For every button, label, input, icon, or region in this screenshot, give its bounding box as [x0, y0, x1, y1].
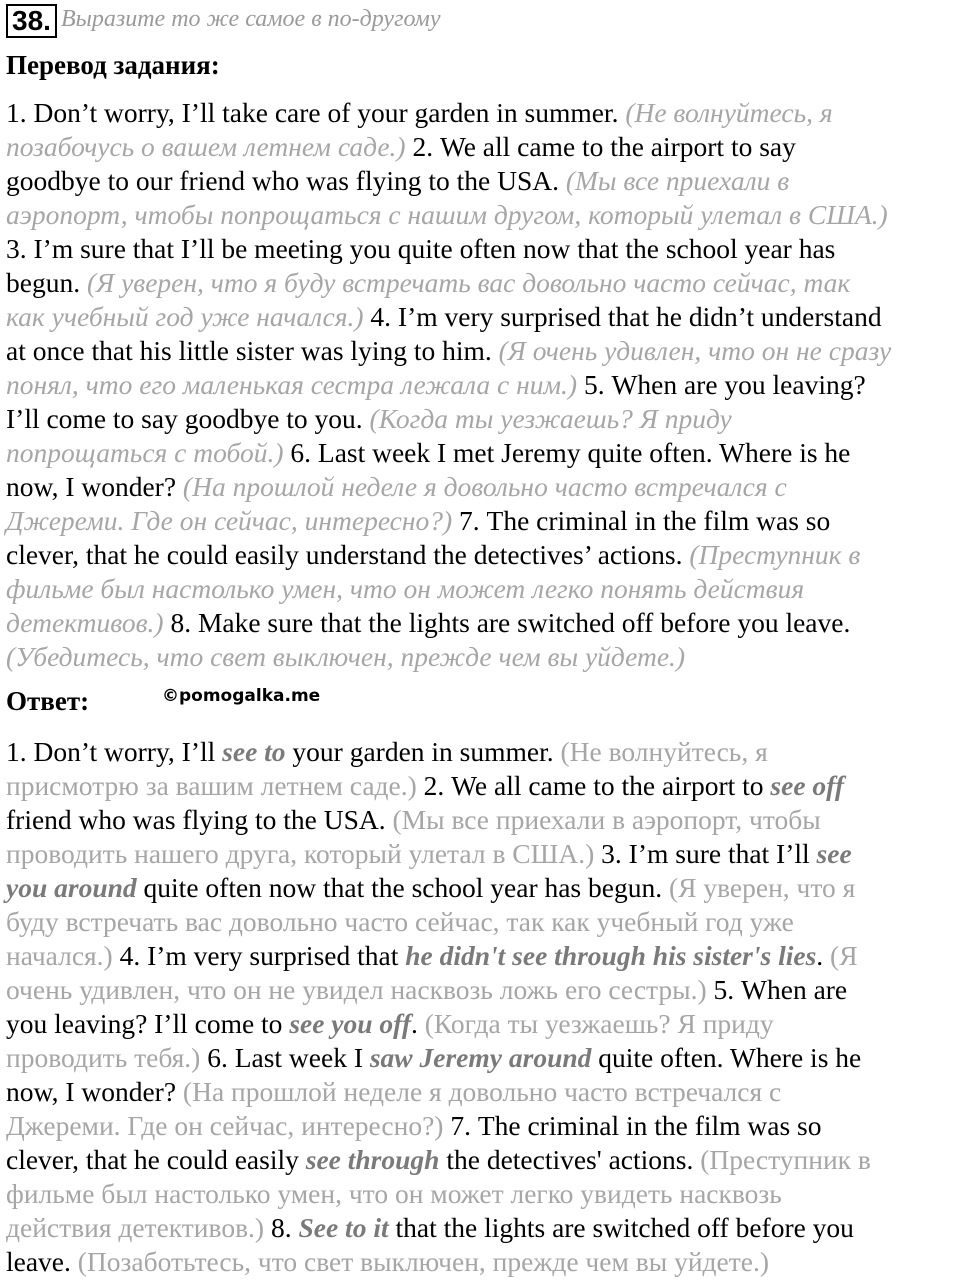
russian-text: (Когда ты уезжаешь? Я приду	[369, 403, 732, 434]
text-line	[6, 572, 960, 606]
russian-text: (Я уверен, что я буду встречать вас довольно часто сейчас, так	[86, 267, 851, 298]
text-line	[6, 871, 960, 905]
text-line	[6, 1211, 960, 1245]
russian-text: Джереми. Где он сейчас, интересно?)	[6, 1110, 444, 1141]
english-text: begun.	[6, 267, 87, 298]
english-text: 6. Last week I met Jeremy quite often. Where is he	[283, 437, 851, 468]
russian-text: буду встречать вас довольно часто сейчас, так как учебный год уже	[6, 906, 794, 937]
russian-text: проводить тебя.)	[6, 1042, 201, 1073]
text-line	[6, 232, 960, 266]
translation-paragraph	[6, 96, 960, 674]
russian-text: фильме был настолько умен, что он может легко понять действия	[6, 573, 805, 604]
task-number: 38.	[6, 4, 57, 38]
russian-text: понял, что его маленькая сестра лежала с ним.)	[6, 369, 578, 400]
russian-text: детективов.)	[6, 607, 164, 638]
text-line	[6, 640, 960, 674]
text-line	[6, 837, 960, 871]
russian-text: позабочусь о вашем летнем саде.)	[6, 131, 406, 162]
answer-phrase: saw Jeremy around	[369, 1042, 592, 1073]
english-text: 1. Don’t worry, I’ll	[6, 736, 223, 767]
english-text: you leaving? I’ll come to	[6, 1008, 290, 1039]
russian-text: (На прошлой неделе я довольно часто встречался с	[182, 471, 787, 502]
russian-text: фильме был настолько умен, что он может легко увидеть насквозь	[6, 1178, 782, 1209]
english-text: .	[411, 1008, 425, 1039]
russian-text: действия детективов.)	[6, 1212, 265, 1243]
english-text: clever, that he could easily understand the detectives’ actions.	[6, 539, 690, 570]
answer-phrase: See to it	[298, 1212, 389, 1243]
english-text: at once that his little sister was lying to him.	[6, 335, 499, 366]
english-text: goodbye to our friend who was flying to the USA.	[6, 165, 566, 196]
text-line	[6, 973, 960, 1007]
english-text: I’ll come to say goodbye to you.	[6, 403, 370, 434]
english-text: quite often now that the school year has begun.	[136, 872, 669, 903]
russian-text: очень удивлен, что он не увидел насквозь ложь его сестры.)	[6, 974, 707, 1005]
text-line	[6, 1245, 960, 1279]
english-text: 5. When are	[706, 974, 848, 1005]
answer-heading: Ответ:	[6, 686, 90, 716]
russian-text: (Преступник в	[700, 1144, 871, 1175]
english-text: .	[816, 940, 831, 971]
text-line	[6, 96, 960, 130]
english-text: 7. The criminal in the film was so	[452, 505, 831, 536]
answer-phrase: see you off	[289, 1008, 411, 1039]
russian-text: (Не волнуйтесь, я	[625, 97, 833, 128]
english-text: 3. I’m sure that I’ll	[594, 838, 817, 869]
english-text: 1. Don’t worry, I’ll take care of your garden in summer.	[6, 97, 626, 128]
english-text: quite often. Where is he	[591, 1042, 862, 1073]
english-text: 5. When are you leaving?	[577, 369, 866, 400]
text-line	[6, 939, 960, 973]
english-text: that the lights are switched off before you	[388, 1212, 854, 1243]
translation-heading: Перевод задания:	[6, 50, 220, 80]
english-text: 4. I’m very surprised that he didn’t understand	[363, 301, 882, 332]
russian-text: (Я	[830, 940, 858, 971]
english-text: now, I wonder?	[6, 1076, 183, 1107]
english-text: 2. We all came to the airport to	[416, 770, 771, 801]
russian-text: аэропорт, чтобы попрощаться с нашим другом, который улетал в США.)	[6, 199, 888, 230]
text-line	[6, 1007, 960, 1041]
text-line	[6, 130, 960, 164]
text-line	[6, 769, 960, 803]
answer-phrase: you around	[6, 872, 137, 903]
answer-phrase: see through	[305, 1144, 440, 1175]
text-line	[6, 368, 960, 402]
english-text: 4. I’m very surprised that	[112, 940, 406, 971]
watermark: ©pomogalka.me	[162, 686, 321, 706]
text-line	[6, 803, 960, 837]
russian-text: (Я очень удивлен, что он не сразу	[498, 335, 892, 366]
english-text: now, I wonder?	[6, 471, 183, 502]
english-text: 3. I’m sure that I’ll be meeting you quite often now that the school year has	[6, 233, 836, 264]
english-text: 6. Last week I	[200, 1042, 370, 1073]
text-line	[6, 1177, 960, 1211]
russian-text: (Мы все приехали в аэропорт, чтобы	[392, 804, 821, 835]
russian-text: как учебный год уже начался.)	[6, 301, 364, 332]
text-line	[6, 198, 960, 232]
russian-text: (Не волнуйтесь, я	[560, 736, 768, 767]
text-line	[6, 1041, 960, 1075]
english-text: 8.	[264, 1212, 299, 1243]
english-text: clever, that he could easily	[6, 1144, 306, 1175]
english-text: 2. We all came to the airport to say	[405, 131, 796, 162]
russian-text: Джереми. Где он сейчас, интересно?)	[6, 505, 453, 536]
russian-text: (Я уверен, что я	[668, 872, 856, 903]
text-line	[6, 470, 960, 504]
answer-paragraph	[6, 735, 960, 1279]
text-line	[6, 436, 960, 470]
english-text: your garden in summer.	[285, 736, 561, 767]
russian-text: (Позаботьтесь, что свет выключен, прежде чем вы уйдете.)	[77, 1246, 769, 1277]
answer-phrase: see	[816, 838, 852, 869]
text-line	[6, 1143, 960, 1177]
text-line	[6, 1075, 960, 1109]
russian-text: начался.)	[6, 940, 113, 971]
russian-text: (Преступник в	[689, 539, 861, 570]
english-text: leave.	[6, 1246, 78, 1277]
text-line	[6, 334, 960, 368]
english-text: 8. Make sure that the lights are switched off before you leave.	[163, 607, 851, 638]
english-text: the detectives' actions.	[439, 1144, 701, 1175]
russian-text: (Когда ты уезжаешь? Я приду	[424, 1008, 774, 1039]
text-line	[6, 300, 960, 334]
text-line	[6, 905, 960, 939]
text-line	[6, 538, 960, 572]
text-line	[6, 164, 960, 198]
answer-phrase: he didn't see through his sister's lies	[405, 940, 817, 971]
text-line	[6, 402, 960, 436]
text-line	[6, 1109, 960, 1143]
english-text: friend who was flying to the USA.	[6, 804, 393, 835]
text-line	[6, 606, 960, 640]
russian-text: присмотрю за вашим летнем саде.)	[6, 770, 417, 801]
russian-text: (На прошлой неделе я довольно часто встречался с	[182, 1076, 782, 1107]
text-line	[6, 504, 960, 538]
russian-text: (Убедитесь, что свет выключен, прежде чем вы уйдете.)	[6, 641, 686, 672]
task-title: Выразите то же самое в по-другому	[60, 6, 441, 32]
task-header	[6, 4, 441, 38]
russian-text: проводить нашего друга, который улетал в США.)	[6, 838, 595, 869]
russian-text: (Мы все приехали в	[565, 165, 790, 196]
answer-phrase: see to	[222, 736, 286, 767]
answer-phrase: see off	[770, 770, 844, 801]
russian-text: попрощаться с тобой.)	[6, 437, 284, 468]
text-line	[6, 266, 960, 300]
text-line	[6, 735, 960, 769]
english-text: 7. The criminal in the film was so	[443, 1110, 822, 1141]
